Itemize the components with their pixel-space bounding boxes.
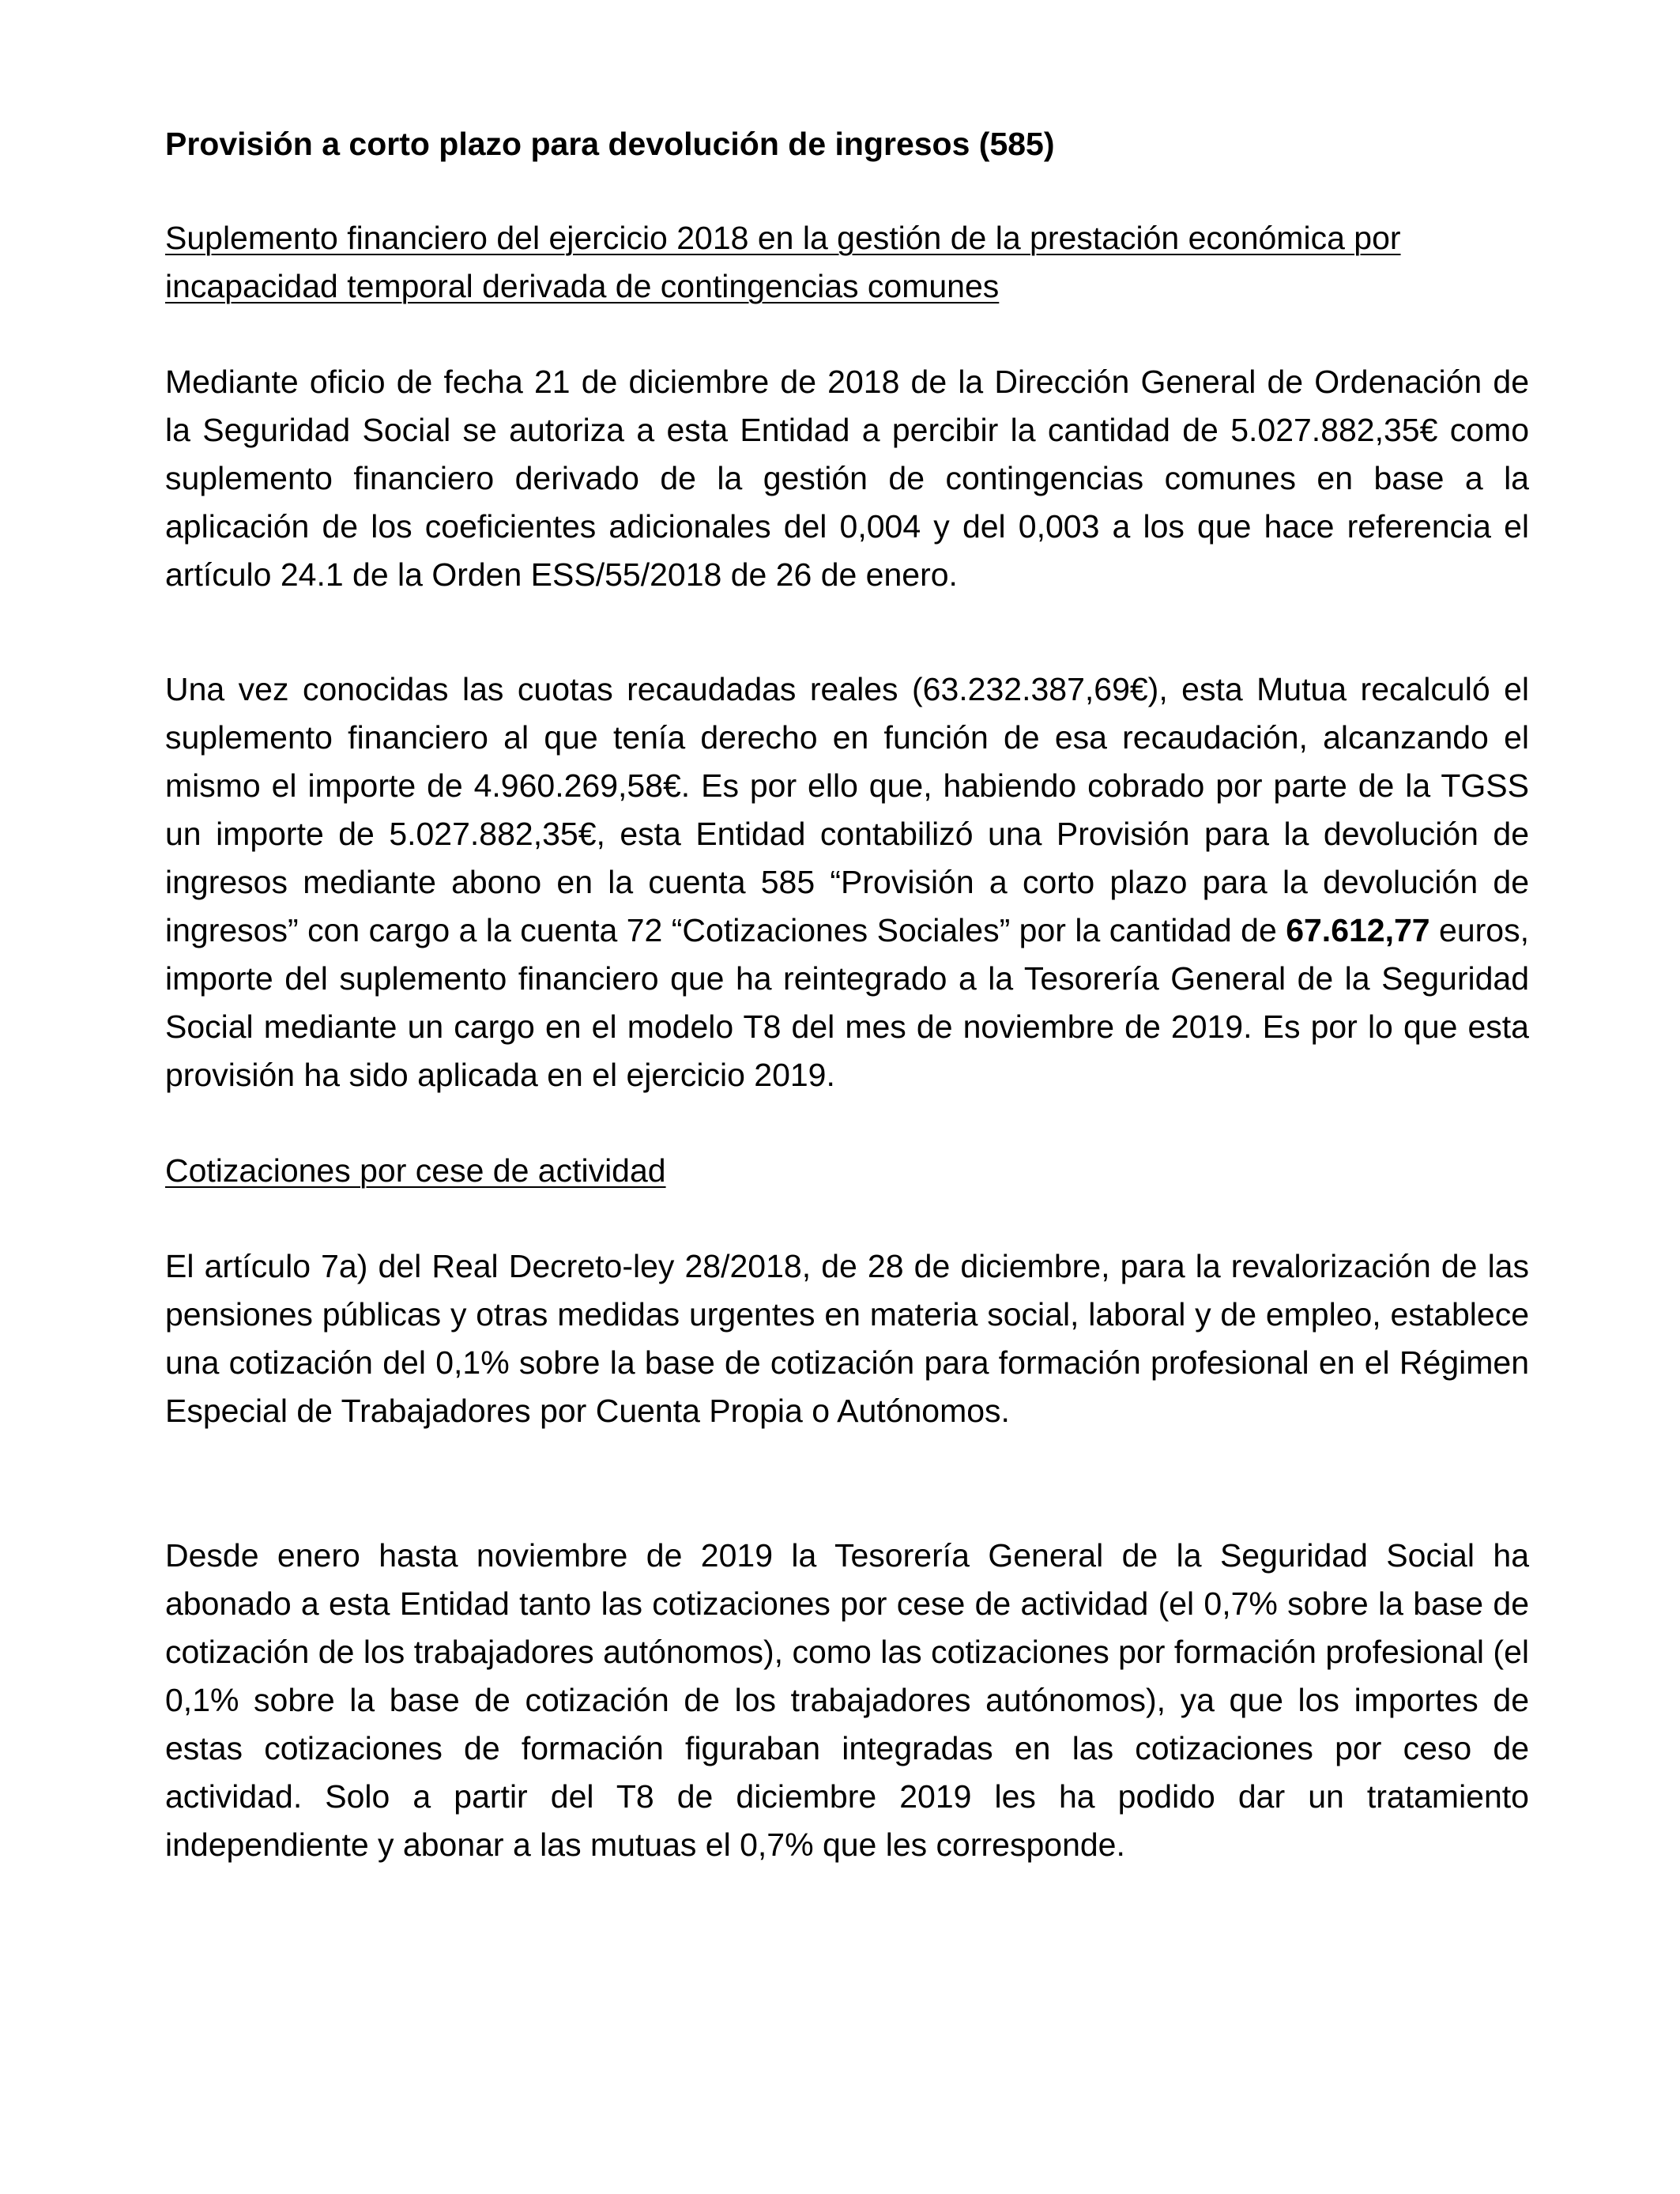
paragraph-real-decreto: El artículo 7a) del Real Decreto-ley 28/2018, de 28 de diciembre, para la revalorización de las pensiones públicas y otras medidas urgentes en materia social, laboral y de empleo, establece una cotización del 0,1% sobre la base de cotización para formación profesional en el Régimen Especial de Trabajadores por Cuenta Propia o Autónomos. <box>165 1248 1529 1429</box>
provision-amount: 67.612,77 <box>1286 912 1430 948</box>
spacer <box>165 1099 1529 1147</box>
spacer <box>165 1195 1529 1242</box>
section-title-suplemento: Suplemento financiero del ejercicio 2018 en la gestión de la prestación económica por incapacidad temporal derivada de contingencias comunes <box>165 220 1401 304</box>
paragraph-tesoreria-abonos: Desde enero hasta noviembre de 2019 la Tesorería General de la Seguridad Social ha abonado a esta Entidad tanto las cotizaciones por cese de actividad (el 0,7% sobre la base de cotización de los trabajadores autónomos), como las cotizaciones por formación profesional (el 0,1% sobre la base de cotización de los trabajadores autónomos), ya que los importes de estas cotizaciones de formación figuraban integradas en las cotizaciones por ceso de actividad. Solo a partir del T8 de diciembre 2019 les ha podido dar un tratamiento independiente y abonar a las mutuas el 0,7% que les corresponde. <box>165 1537 1529 1863</box>
paragraph-cuotas-recaudadas <box>165 665 1529 1099</box>
spacer <box>165 599 1529 665</box>
document-page <box>165 120 1529 1869</box>
spacer <box>165 1435 1529 1532</box>
spacer <box>165 311 1529 358</box>
paragraph-oficio: Mediante oficio de fecha 21 de diciembre de 2018 de la Dirección General de Ordenación de la Seguridad Social se autoriza a esta Entidad a percibir la cantidad de 5.027.882,35€ como suplemento financiero derivado de la gestión de contingencias comunes en base a la aplicación de los coeficientes adicionales del 0,004 y del 0,003 a los que hace referencia el artículo 24.1 de la Orden ESS/55/2018 de 26 de enero. <box>165 364 1529 593</box>
paragraph-text-after-amount: euros, importe del suplemento financiero que ha reintegrado a la Tesorería General de la Seguridad Social mediante un cargo en el modelo T8 del mes de noviembre de 2019. Es por lo que esta provisión ha sido aplicada en el ejercicio 2019. <box>165 912 1529 1093</box>
spacer <box>165 168 1529 214</box>
document-heading: Provisión a corto plazo para devolución de ingresos (585) <box>165 126 1055 162</box>
section-title-cese-actividad: Cotizaciones por cese de actividad <box>165 1152 666 1189</box>
paragraph-text-before-amount: Una vez conocidas las cuotas recaudadas reales (63.232.387,69€), esta Mutua recalculó el suplemento financiero al que tenía derecho en función de esa recaudación, alcanzando el mismo el importe de 4.960.269,58€. Es por ello que, habiendo cobrado por parte de la TGSS un importe de 5.027.882,35€, esta Entidad contabilizó una Provisión para la devolución de ingresos mediante abono en la cuenta 585 “Provisión a corto plazo para la devolución de ingresos” con cargo a la cuenta 72 “Cotizaciones Sociales” por la cantidad de <box>165 671 1529 948</box>
